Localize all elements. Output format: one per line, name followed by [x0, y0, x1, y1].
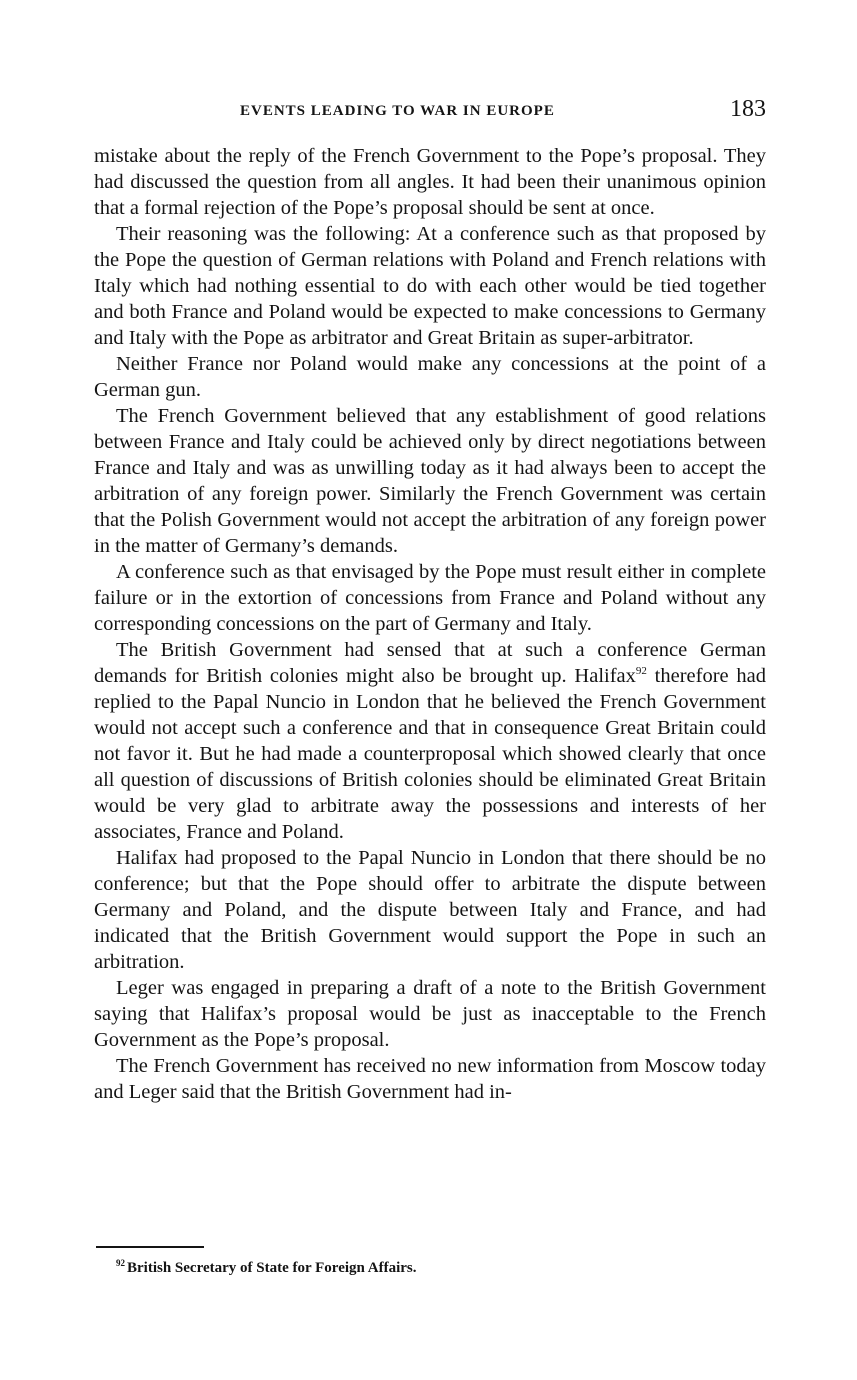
paragraph: The French Government believed that any establishment of good relations between France and Italy could be achieved only by direct negotiations between France and Italy and was as unwilling today as it had always been to accept the arbitration of any foreign power. Similarly the French Government was certain that the Polish Government would not accept the arbitration of any foreign power in the matter of Germany’s demands.	[94, 405, 766, 557]
paragraph: Halifax had proposed to the Papal Nuncio in London that there should be no conference; but that the Pope should offer to arbitrate the dispute between Germany and Poland, and the dispute between Italy and France, and had indicated that the British Government would support the Pope in such an arbitration.	[94, 847, 766, 973]
footnote-text: British Secretary of State for Foreign Affairs.	[127, 1260, 417, 1276]
paragraph-text: The British Government had sensed that at such a conference German demands for British colonies might also be brought up. Halifax	[94, 639, 766, 687]
body-text	[94, 143, 766, 1105]
footnote	[116, 1260, 756, 1277]
paragraph: Their reasoning was the following: At a conference such as that proposed by the Pope the question of German relations with Poland and French relations with Italy which had nothing essential to do with each other would be tied together and both France and Poland would be expected to make concessions to Germany and Italy with the Pope as arbitrator and Great Britain as super-arbitrator.	[94, 223, 766, 349]
paragraph: The French Government has received no new information from Moscow today and Leger said that the British Government had in-	[94, 1055, 766, 1103]
page-number: 183	[730, 96, 766, 122]
footnote-divider	[96, 1246, 204, 1248]
footnote-reference: 92	[635, 665, 647, 678]
paragraph: Leger was engaged in preparing a draft of a note to the British Government saying that Halifax’s proposal would be just as inacceptable to the French Government as the Pope’s proposal.	[94, 977, 766, 1051]
running-header	[94, 96, 766, 126]
paragraph: mistake about the reply of the French Government to the Pope’s proposal. They had discussed the question from all angles. It had been their unanimous opinion that a formal rejection of the Pope’s proposal should be sent at once.	[94, 145, 766, 219]
paragraph-with-footnote-ref	[94, 637, 766, 845]
running-title: EVENTS LEADING TO WAR IN EUROPE	[240, 103, 555, 119]
footnote-mark: 92	[116, 1258, 125, 1268]
paragraph: A conference such as that envisaged by the Pope must result either in complete failure or in the extortion of concessions from France and Poland without any corresponding concessions on the part of Germany and Italy.	[94, 561, 766, 635]
paragraph-text: therefore had replied to the Papal Nuncio in London that he believed the French Government would not accept such a conference and that in consequence Great Britain could not favor it. But he had made a counterproposal which showed clearly that once all question of discussions of British colonies should be eliminated Great Britain would be very glad to arbitrate away the possessions and interests of her associates, France and Poland.	[94, 665, 766, 843]
paragraph: Neither France nor Poland would make any concessions at the point of a German gun.	[94, 353, 766, 401]
